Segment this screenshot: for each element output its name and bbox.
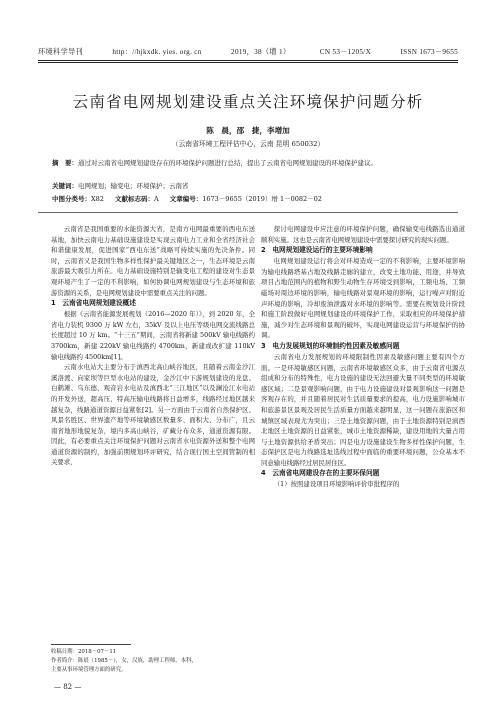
doc-code: A bbox=[153, 195, 159, 203]
abstract-label: 摘 要： bbox=[52, 159, 78, 167]
affiliation: （云南省环境工程评估中心，云南 昆明 650032） bbox=[171, 140, 325, 148]
paper-title: 云南省电网规划建设重点关注环境保护问题分析 bbox=[72, 93, 424, 111]
journal-issue: 2019，38（增 1） bbox=[231, 48, 291, 56]
body-paragraph: 根据《云南省能源发展规划（2016—2020 年）》，到 2020 年，全省电力装机 9300 万 kW 左右，35kV 及以上电压等级电网交流线路总长度超过 10 万 km。“十三五”期间，云南省将新建 500kV 输电线路约 3700km，新建 220kV 输电线路约 4700km，新建或改扩建 110kV 输电线路约 4500km[1]。 bbox=[51, 310, 255, 361]
journal-url: http：//hjkxdk. yies. org. cn bbox=[112, 48, 202, 56]
body-paragraph: 云南水电站大主要分布于滇西北高山峡谷地区，且随着云南金沙江溪洛渡、向家坝等巨型水电站的建设，金沙江中下游规划建设的龙盘、白鹤滩、乌东德、观音岩水电站及滇西北“三江地区”以及澜沧江水电站的开发外送，超高压、特高压输电线路将日益增多，线路经过地区越来越复杂，线路通道资源日益紧张[2]。另一方面由于云南省自然保护区、风景名胜区、世界遗产地等环境敏感区数量多、面积大、分布广，且云南省地形地貌复杂，境内多高山峡谷，矿藏分布众多，通道资源有限。因此，有必要重点关注环境保护问题对云南省水电资源外送和整个电网通道资源的制约，加强前期规划环评研究，结合现行国土空间管制的相关要求， bbox=[51, 363, 255, 467]
classification-line bbox=[52, 194, 444, 205]
body-paragraph: 探讨电网建设中应注意的环境保护问题，确保输变电线路选出通道顺利实施。这也是云南省电网规划建设中需要探讨研究的现实问题。 bbox=[261, 225, 465, 244]
section-heading: 2 电网规划建设运行的主要环境影响 bbox=[261, 246, 373, 255]
abstract bbox=[52, 158, 444, 169]
keywords-label: 关键词： bbox=[52, 182, 78, 190]
article-id-label: 文章编号： bbox=[169, 195, 203, 203]
section-heading: 3 电力发展规划的环境制约性因素及敏感问题 bbox=[261, 341, 400, 350]
clc-label: 中图分类号： bbox=[52, 195, 91, 203]
body-paragraph: 云南省是我国重要的水能资源大省，是南方电网最重要的西电东送基地，加快云南电力基础设施建设是实现云南电力工业和全省经济社会和谐健康发展，促进国家“西电东送”战略可持续实施的先决条件。同时，云南省又是我国生物多样性保护最关键地区之一，生态环境是云南旅游最大吸引力所在。电力基础设施特别是输变电工程的建设对生态景观环境产生了一定的不利影响，如何协调电网规划建设与生态环境和旅游资源的关系，是电网规划建设中需要重点关注的问题。 bbox=[51, 225, 255, 297]
body-column-left bbox=[51, 224, 255, 468]
keywords bbox=[52, 181, 444, 192]
keywords-text: 电网规划；输变电；环境保护；云南省 bbox=[78, 182, 189, 190]
header-rule-thin bbox=[38, 62, 458, 63]
body-column-right bbox=[261, 224, 465, 490]
footnote bbox=[51, 648, 256, 675]
body-paragraph: （1）按照建设项目环境影响评价审批程序的 bbox=[273, 480, 400, 489]
section-heading: 4 云南省电网建设存在的主要环保问题 bbox=[261, 469, 380, 478]
body-paragraph: 电网规划建设运行将会对环境造成一定的不利影响，主要环境影响为输电线路塔基占地及线路走廊的建立，改变土地功能、用途，并导致项目占地范围内的植物和野生动物生存环境受到影响，工频电场、工频磁场对周边环境的影响，输电线路对景观环境的影响，运行噪声对附近声环境的影响，冷却废油泄露对水环境的影响等。需要在规划设计阶段和施工阶段做好电网规划建设的环境保护工作，采取相应的环境保护措施，减少对生态环境和景观的破坏，实现电网建设运营与环境保护的协调。 bbox=[261, 257, 465, 340]
page-number: — 82 — bbox=[54, 683, 82, 691]
author-bio-line1: 作者简介：陈晨（1985－），女，汉族，助理工程师，本科， bbox=[51, 658, 197, 664]
received-date: 收稿日期：2018－07－11 bbox=[51, 649, 117, 655]
author-bio-line2: 主要从事环境管理方面的研究。 bbox=[51, 667, 127, 673]
header-rule bbox=[38, 60, 458, 61]
clc-code: X82 bbox=[91, 195, 104, 203]
running-header bbox=[38, 45, 458, 59]
section-heading: 1 云南省电网规划建设概述 bbox=[51, 299, 136, 308]
abstract-text: 通过对云南省电网规划建设存在的环境保护问题进行总结，提出了云南省电网规划建设的环境保护建议。 bbox=[78, 159, 377, 167]
article-id: 1673－9655（2019）增 1－0082－02 bbox=[202, 195, 322, 203]
footnote-rule bbox=[51, 644, 131, 645]
meta-rule bbox=[38, 212, 458, 213]
doc-code-label: 文献标志码： bbox=[114, 195, 154, 203]
journal-issn: ISSN 1673－9655 bbox=[400, 48, 458, 56]
body-paragraph: 云南省电力发展规划的环境限制性因素及敏感问题主要有四个方面。一是环境敏感区问题，云南省环境敏感区众多，由于云南省电源点组成和分布的特殊性，电力设施的建设无法回避大量不同类型的环境敏感区域；二是景观影响问题，由于电力设施建设对景观影响这一问题是客观存在的，并且随着居民对生活质量要求的提高，电力设施影响城市和旅游景区景观及居民生活质量方面越来越明显，这一问题在旅游区和城镇区域表现尤为突出；三是土地资源问题，由于土地资源特别是滇西北地区土地资源的日益紧张，城市土地资源稀缺，建设用地的大量占用与土地资源供给矛盾突出；四是电力设施建设生物多样性保护问题，生态保护区是电力线路选址选线过程中面临的重要环境问题，公众基本不同意输电线路经过居民居住区。 bbox=[261, 352, 465, 467]
author-list: 陈 晨，邵 捷，李增加 bbox=[206, 126, 290, 135]
journal-cn: CN 53－1205/X bbox=[319, 48, 372, 56]
journal-name: 环境科学导刊 bbox=[38, 48, 83, 56]
